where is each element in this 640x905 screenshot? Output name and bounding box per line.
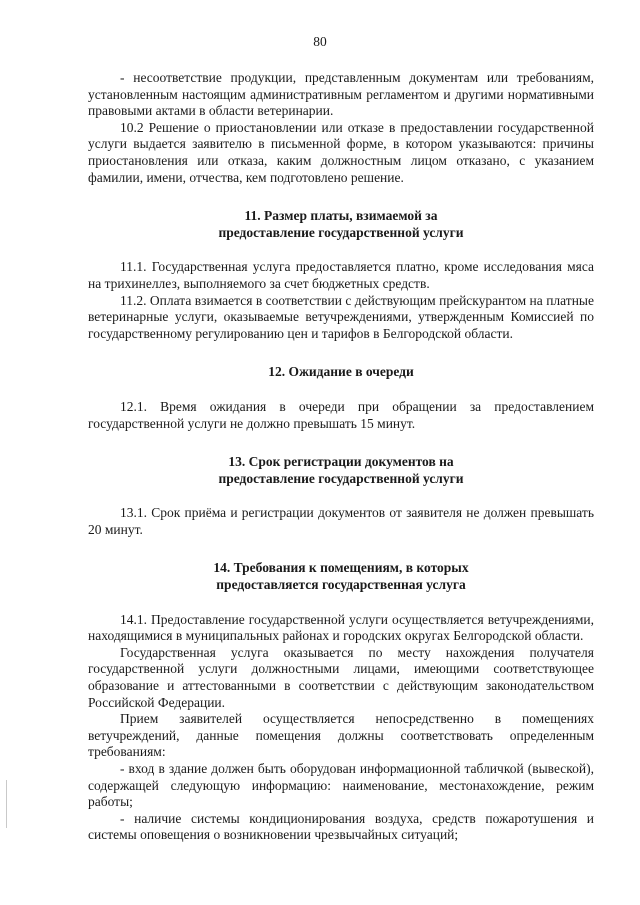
section-14-heading <box>88 560 594 593</box>
paragraph: 13.1. Срок приёма и регистрации документов от заявителя не должен превышать 20 минут. <box>88 505 594 537</box>
paragraph: 14.1. Предоставление государственной услуги осуществляется ветучреждениями, находящимися в муниципальных районах и городских округах Белгородской области. <box>88 611 594 644</box>
page-number: 80 <box>313 34 327 49</box>
paragraph: 11.1. Государственная услуга предоставляется платно, кроме исследования мяса на трихинеллез, выполняемого за счет бюджетных средств. <box>88 259 594 291</box>
heading-line: 13. Срок регистрации документов на <box>228 454 454 470</box>
paragraph: 12.1. Время ожидания в очереди при обращении за предоставлением государственной услуги не должно превышать 15 минут. <box>88 398 594 431</box>
section-11-heading <box>88 208 594 241</box>
heading-line: 12. Ожидание в очереди <box>268 364 414 380</box>
paragraph: 10.2 Решение о приостановлении или отказе в предоставлении государственной услуги выдается заявителю в письменной форме, в котором указываются: причины приостановления или отказа, каким должностным лицом отказано, с указанием фамилии, имени, отчества, кем подготовлено решение. <box>88 119 594 185</box>
paragraph: - вход в здание должен быть оборудован информационной табличкой (вывеской), содержащей следующую информацию: наименование, местонахождение, режим работы; <box>88 761 594 810</box>
document-body <box>88 70 594 844</box>
heading-line: 11. Размер платы, взимаемой за <box>244 208 438 224</box>
scan-edge-mark <box>6 780 7 828</box>
paragraph: Прием заявителей осуществляется непосредственно в помещениях ветучреждений, данные помещения должны соответствовать определенным требованиям: <box>88 711 594 760</box>
paragraph: - наличие системы кондиционирования воздуха, средств пожаротушения и системы оповещения о возникновении чрезвычайных ситуаций; <box>88 810 594 843</box>
paragraph: 11.2. Оплата взимается в соответствии с действующим прейскурантом на платные ветеринарные услуги, оказываемые ветучреждениями, утвержденным Комиссией по государственному регулированию цен и тарифов в Белгородской области. <box>88 292 594 341</box>
section-13-heading <box>88 454 594 487</box>
heading-line: предоставление государственной услуги <box>218 470 464 486</box>
section-12-heading <box>88 364 594 381</box>
heading-line: 14. Требования к помещениям, в которых <box>213 560 469 576</box>
paragraph: Государственная услуга оказывается по месту нахождения получателя государственной услуги должностными лицами, имеющими соответствующее образование и аттестованными в соответствии с действующим законодательством Российской Федерации. <box>88 644 594 710</box>
paragraph: - несоответствие продукции, представленным документам или требованиям, установленным настоящим административным регламентом и другими нормативными правовыми актами в области ветеринарии. <box>88 70 594 119</box>
heading-line: предоставляется государственная услуга <box>216 577 466 593</box>
heading-line: предоставление государственной услуги <box>218 224 464 240</box>
